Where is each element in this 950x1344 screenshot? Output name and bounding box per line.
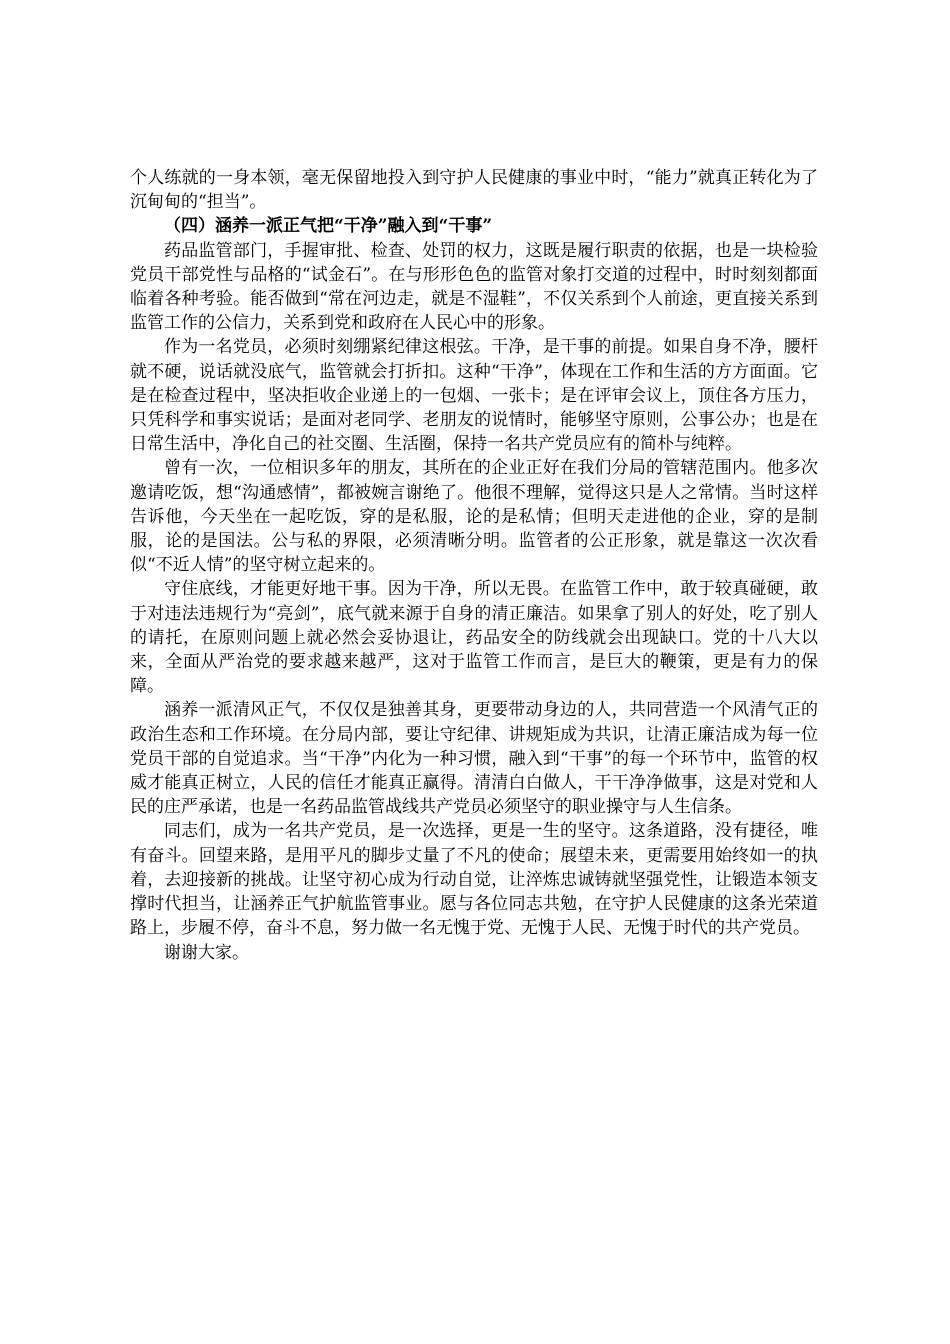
body-paragraph: 曾有一次，一位相识多年的朋友，其所在的企业正好在我们分局的管辖范围内。他多次邀请吃饭，想“沟通感情”，都被婉言谢绝了。他很不理解，觉得这只是人之常情。当时这样告诉他，今天坐在一起吃饭，穿的是私服，论的是私情；但明天走进他的企业，穿的是制服，论的是国法。公与私的界限，必须清晰分明。监管者的公正形象，就是靠这一次次看似“不近人情”的坚守树立起来的。 [130, 458, 818, 576]
body-paragraph: 守住底线，才能更好地干事。因为干净，所以无畏。在监管工作中，敢于较真碰硬，敢于对违法违规行为“亮剑”，底气就来源于自身的清正廉洁。如果拿了别人的好处，吃了别人的请托，在原则问题上就必然会妥协退让，药品安全的防线就会出现缺口。党的十八大以来，全面从严治党的要求越来越严，这对于监管工作而言，是巨大的鞭策，更是有力的保障。 [130, 579, 818, 697]
body-paragraph: 同志们，成为一名共产党员，是一次选择，更是一生的坚守。这条道路，没有捷径，唯有奋斗。回望来路，是用平凡的脚步丈量了不凡的使命；展望未来，更需要用始终如一的执着，去迎接新的挑战。让坚守初心成为行动自觉，让淬炼忠诚铸就坚强党性，让锻造本领支撑时代担当，让涵养正气护航监管事业。愿与各位同志共勉，在守护人民健康的这条光荣道路上，步履不停，奋斗不息，努力做一名无愧于党、无愧于人民、无愧于时代的共产党员。 [130, 821, 818, 939]
body-paragraph: 药品监管部门，手握审批、检查、处罚的权力，这既是履行职责的依据，也是一块检验党员干部党性与品格的“试金石”。在与形形色色的监管对象打交道的过程中，时时刻刻都面临着各种考验。能否做到“常在河边走，就是不湿鞋”，不仅关系到个人前途，更直接关系到监管工作的公信力，关系到党和政府在人民心中的形象。 [130, 240, 818, 334]
document-body [130, 166, 818, 965]
closing-paragraph: 谢谢大家。 [164, 942, 249, 963]
body-paragraph: 作为一名党员，必须时刻绷紧纪律这根弦。干净，是干事的前提。如果自身不净，腰杆就不硬，说话就没底气，监管就会打折扣。这种“干净”，体现在工作和生活的方方面面。它是在检查过程中，坚决拒收企业递上的一包烟、一张卡；是在评审会议上，顶住各方压力，只凭科学和事实说话；是面对老同学、老朋友的说情时，能够坚守原则，公事公办；也是在日常生活中，净化自己的社交圈、生活圈，保持一名共产党员应有的简朴与纯粹。 [130, 337, 818, 455]
body-paragraph: 涵养一派清风正气，不仅仅是独善其身，更要带动身边的人，共同营造一个风清气正的政治生态和工作环境。在分局内部，要让守纪律、讲规矩成为共识，让清正廉洁成为每一位党员干部的自觉追求。当“干净”内化为一种习惯，融入到“干事”的每一个环节中，监管的权威才能真正树立，人民的信任才能真正赢得。清清白白做人，干干净净做事，这是对党和人民的庄严承诺，也是一名药品监管战线共产党员必须坚守的职业操守与人生信条。 [130, 700, 818, 818]
section-heading: （四）涵养一派正气把“干净”融入到“干事” [164, 216, 493, 237]
continuation-paragraph: 个人练就的一身本领，毫无保留地投入到守护人民健康的事业中时，“能力”就真正转化为了沉甸甸的“担当”。 [130, 168, 818, 213]
